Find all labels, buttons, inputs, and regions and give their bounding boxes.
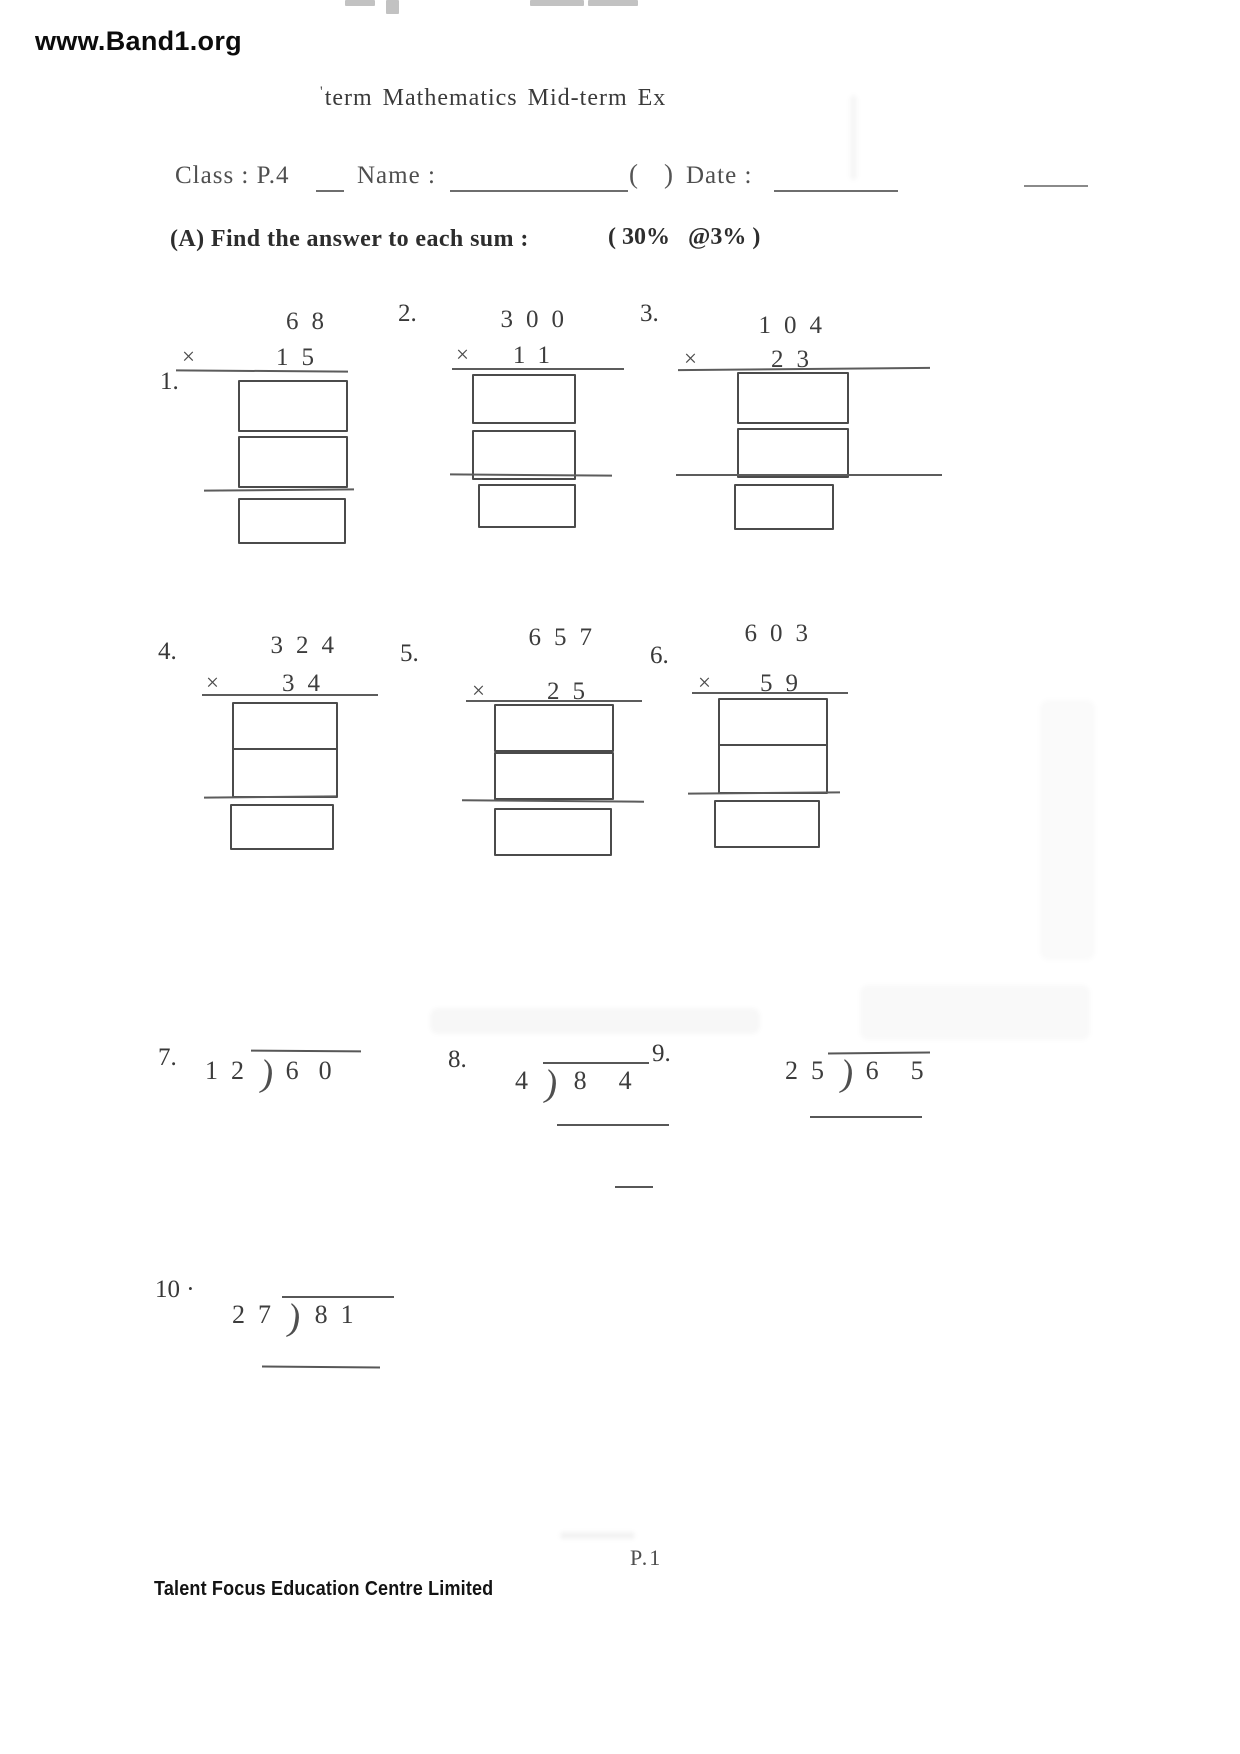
equals-rule bbox=[204, 488, 354, 491]
multiplication-sign: × bbox=[698, 670, 711, 695]
site-watermark: www.Band1.org bbox=[35, 26, 242, 56]
work-box-1 bbox=[232, 702, 338, 750]
scan-artifact bbox=[345, 0, 375, 6]
multiplication-sign: × bbox=[206, 670, 219, 695]
problem-number: 1. bbox=[160, 368, 179, 395]
dividend: 60 bbox=[285, 1056, 352, 1085]
problem-number: 4. bbox=[158, 638, 177, 665]
problem-number: 7. bbox=[158, 1044, 177, 1071]
work-box-2 bbox=[238, 436, 348, 488]
division-bracket: ) bbox=[837, 1052, 857, 1096]
work-box-2 bbox=[232, 748, 338, 798]
scan-smudge bbox=[860, 985, 1090, 1040]
multiplicand: 68 bbox=[286, 308, 337, 335]
work-box-2 bbox=[737, 428, 849, 478]
class-label: Class : P.4 bbox=[175, 162, 290, 189]
multiply-rule bbox=[692, 692, 848, 694]
division-problem-10 bbox=[232, 1296, 367, 1340]
answer-box bbox=[478, 484, 576, 528]
page-number: P.1 bbox=[630, 1545, 663, 1570]
multiplicand: 300 bbox=[500, 306, 577, 333]
multiplication-sign: × bbox=[684, 346, 697, 371]
problem-number: 3. bbox=[640, 300, 659, 327]
problem-number: 2. bbox=[398, 300, 417, 327]
exam-title bbox=[320, 84, 666, 112]
divisor: 4 bbox=[515, 1066, 541, 1095]
divisor: 27 bbox=[232, 1300, 284, 1329]
work-line bbox=[810, 1116, 922, 1118]
scan-smudge bbox=[1040, 700, 1095, 960]
divisor: 12 bbox=[205, 1056, 257, 1085]
multiplication-sign: × bbox=[182, 344, 195, 369]
division-problem-9 bbox=[785, 1052, 956, 1096]
multiplier: 34 bbox=[282, 670, 333, 697]
multiply-rule bbox=[452, 368, 624, 370]
answer-box bbox=[734, 484, 834, 530]
work-line bbox=[557, 1124, 669, 1126]
footer-company-name: Talent Focus Education Centre Limited bbox=[154, 1578, 494, 1600]
class-blank-line bbox=[316, 190, 344, 192]
multiplier: 11 bbox=[512, 342, 563, 369]
problem-number: 5. bbox=[400, 640, 419, 667]
problem-number: 9. bbox=[652, 1040, 671, 1067]
vinculum-line bbox=[828, 1052, 930, 1055]
equals-rule bbox=[688, 791, 840, 794]
work-box-1 bbox=[718, 698, 828, 746]
work-box-1 bbox=[238, 380, 348, 432]
dividend: 84 bbox=[573, 1066, 664, 1095]
stray-scan-line bbox=[1024, 185, 1088, 187]
multiplier: 15 bbox=[276, 344, 327, 371]
scan-smudge bbox=[430, 1008, 760, 1034]
work-line-short bbox=[615, 1186, 653, 1188]
section-a-heading: (A) Find the answer to each sum : bbox=[170, 226, 529, 252]
work-line bbox=[262, 1366, 380, 1369]
answer-box bbox=[714, 800, 820, 848]
multiplier: 23 bbox=[771, 346, 822, 373]
scan-artifact bbox=[386, 0, 399, 14]
division-bracket: ) bbox=[257, 1052, 277, 1096]
multiplication-sign: × bbox=[456, 342, 469, 367]
dividend: 65 bbox=[865, 1056, 956, 1085]
division-problem-8 bbox=[515, 1062, 664, 1106]
class-number-bracket-close: ) bbox=[664, 159, 673, 189]
multiplicand: 104 bbox=[758, 312, 835, 339]
vinculum-line bbox=[282, 1296, 394, 1298]
multiplication-sign: × bbox=[472, 678, 485, 703]
answer-box bbox=[230, 804, 334, 850]
answer-box bbox=[238, 498, 346, 544]
work-box-1 bbox=[737, 372, 849, 424]
equals-rule bbox=[462, 799, 644, 802]
exam-title-text: term Mathematics Mid-term Ex bbox=[324, 85, 667, 111]
multiply-rule bbox=[466, 700, 642, 702]
work-box-1 bbox=[494, 704, 614, 752]
scan-artifact bbox=[588, 0, 638, 6]
answer-box bbox=[494, 808, 612, 856]
date-label: Date : bbox=[686, 162, 753, 189]
name-label: Name : bbox=[357, 162, 436, 189]
vinculum-line bbox=[543, 1062, 649, 1064]
problem-number: 10 · bbox=[155, 1276, 195, 1303]
dividend: 81 bbox=[314, 1300, 367, 1329]
class-number-bracket-open: ( bbox=[629, 159, 638, 189]
division-bracket: ) bbox=[541, 1062, 561, 1106]
equals-rule bbox=[204, 795, 336, 798]
multiply-rule bbox=[202, 694, 378, 696]
division-problem-7 bbox=[205, 1052, 352, 1096]
name-blank-line bbox=[450, 190, 628, 192]
multiply-rule bbox=[176, 369, 348, 372]
multiplicand: 657 bbox=[528, 624, 605, 651]
multiplier: 25 bbox=[547, 678, 598, 705]
equals-rule bbox=[676, 474, 942, 476]
scan-smudge bbox=[850, 95, 857, 180]
work-box-1 bbox=[472, 374, 576, 424]
date-blank-line bbox=[774, 190, 898, 192]
multiplier: 59 bbox=[760, 670, 811, 697]
problem-number: 8. bbox=[448, 1046, 467, 1073]
section-a-marks: ( 30% @3% ) bbox=[608, 224, 761, 250]
title-superscript-mark: ' bbox=[320, 84, 324, 100]
work-box-2 bbox=[494, 752, 614, 800]
multiplicand: 324 bbox=[270, 632, 347, 659]
multiplicand: 603 bbox=[744, 620, 821, 647]
scan-smudge bbox=[560, 1532, 635, 1539]
divisor: 25 bbox=[785, 1056, 837, 1085]
problem-number: 6. bbox=[650, 642, 669, 669]
division-bracket: ) bbox=[284, 1296, 304, 1340]
work-box-2 bbox=[472, 430, 576, 480]
scan-artifact bbox=[530, 0, 584, 6]
work-box-2 bbox=[718, 744, 828, 794]
